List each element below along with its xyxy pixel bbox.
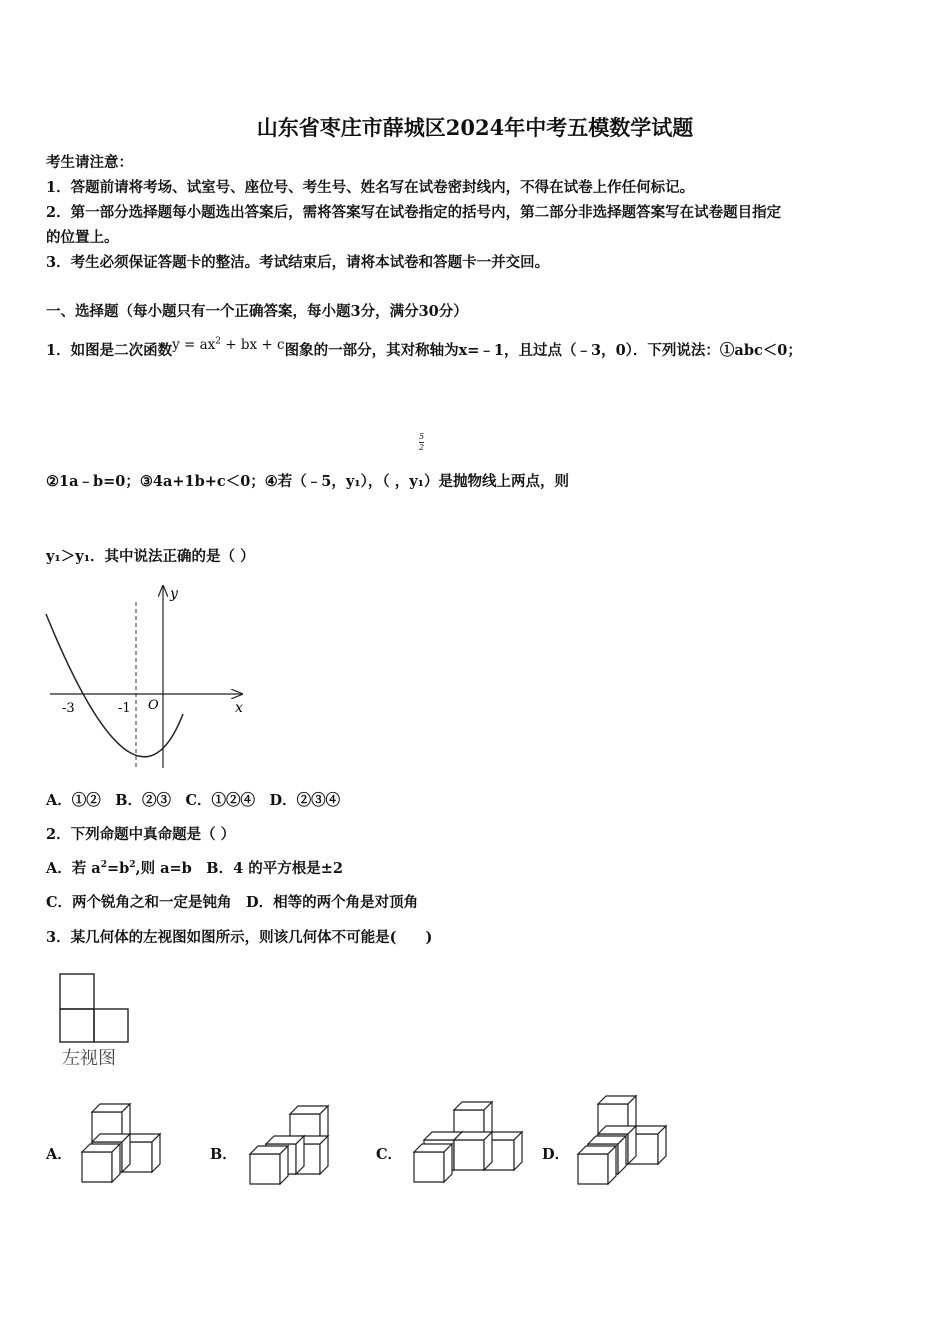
q3-option-figures bbox=[0, 1090, 720, 1200]
q1-prefix: 1．如图是二次函数 bbox=[46, 342, 173, 359]
notice-heading: 考生请注意： bbox=[46, 154, 133, 171]
tick-label-neg3: -3 bbox=[62, 701, 75, 716]
left-view-figure bbox=[58, 972, 138, 1072]
notice-item-2a: 2．第一部分选择题每小题选出答案后，需将答案写在试卷指定的括号内，第二部分非选择题答案写在试卷题目指定 bbox=[46, 204, 782, 221]
q3-option-a-label: A． bbox=[46, 1146, 72, 1163]
q1-line3: y₁＞y₁．其中说法正确的是（ ） bbox=[46, 548, 255, 565]
q3-stem: 3．某几何体的左视图如图所示，则该几何体不可能是( ) bbox=[46, 929, 433, 946]
q1-line2: ②1a﹣b=0；③4a+1b+c＜0；④若（﹣5，y₁），（ ，y₁）是抛物线上两点，则 bbox=[46, 473, 569, 490]
q3-option-c-label: C． bbox=[376, 1146, 403, 1163]
y-axis-label: y bbox=[170, 586, 178, 602]
page-title: 山东省枣庄市薛城区2024年中考五模数学试题 bbox=[256, 115, 694, 140]
left-view-caption: 左视图 bbox=[62, 1048, 116, 1069]
q3-option-c-figure bbox=[414, 1102, 522, 1182]
q1-fraction: $\frac{5}{2}$ bbox=[419, 432, 425, 452]
q2-options-cd: C．两个锐角之和一定是钝角 D．相等的两个角是对顶角 bbox=[46, 894, 419, 911]
parabola-graph bbox=[40, 578, 260, 778]
q3-option-d-figure bbox=[578, 1096, 666, 1184]
section-heading: 一、选择题（每小题只有一个正确答案，每小题3分，满分30分） bbox=[46, 303, 468, 320]
x-axis-label: x bbox=[235, 700, 243, 716]
q1-options: A．①② B．②③ C．①②④ D．②③④ bbox=[46, 792, 341, 809]
q1-suffix: 图象的一部分，其对称轴为x=﹣1，且过点（﹣3，0）．下列说法：①abc＜0； bbox=[284, 342, 802, 359]
notice-item-3: 3．考生必须保证答题卡的整洁。考试结束后，请将本试卷和答题卡一并交回。 bbox=[46, 254, 550, 271]
q3-option-d-label: D． bbox=[542, 1146, 570, 1163]
notice-item-1: 1．答题前请将考场、试室号、座位号、考生号、姓名写在试卷密封线内，不得在试卷上作任何标记。 bbox=[46, 179, 695, 196]
q1-stem bbox=[46, 336, 802, 360]
notice-item-2b: 的位置上。 bbox=[46, 229, 119, 246]
q2-stem: 2．下列命题中真命题是（ ） bbox=[46, 826, 236, 843]
origin-label: O bbox=[148, 698, 159, 713]
tick-label-neg1: -1 bbox=[118, 701, 131, 716]
q2-options-ab: A．若 $a^2=b^2$,则 a=b B．4 的平方根是±2 bbox=[46, 860, 343, 877]
q3-option-b-figure bbox=[250, 1106, 328, 1184]
q3-option-a-figure bbox=[82, 1104, 160, 1182]
q3-option-b-label: B． bbox=[210, 1146, 237, 1163]
q1-formula: $y = ax^2$ + bx + c bbox=[172, 336, 285, 353]
